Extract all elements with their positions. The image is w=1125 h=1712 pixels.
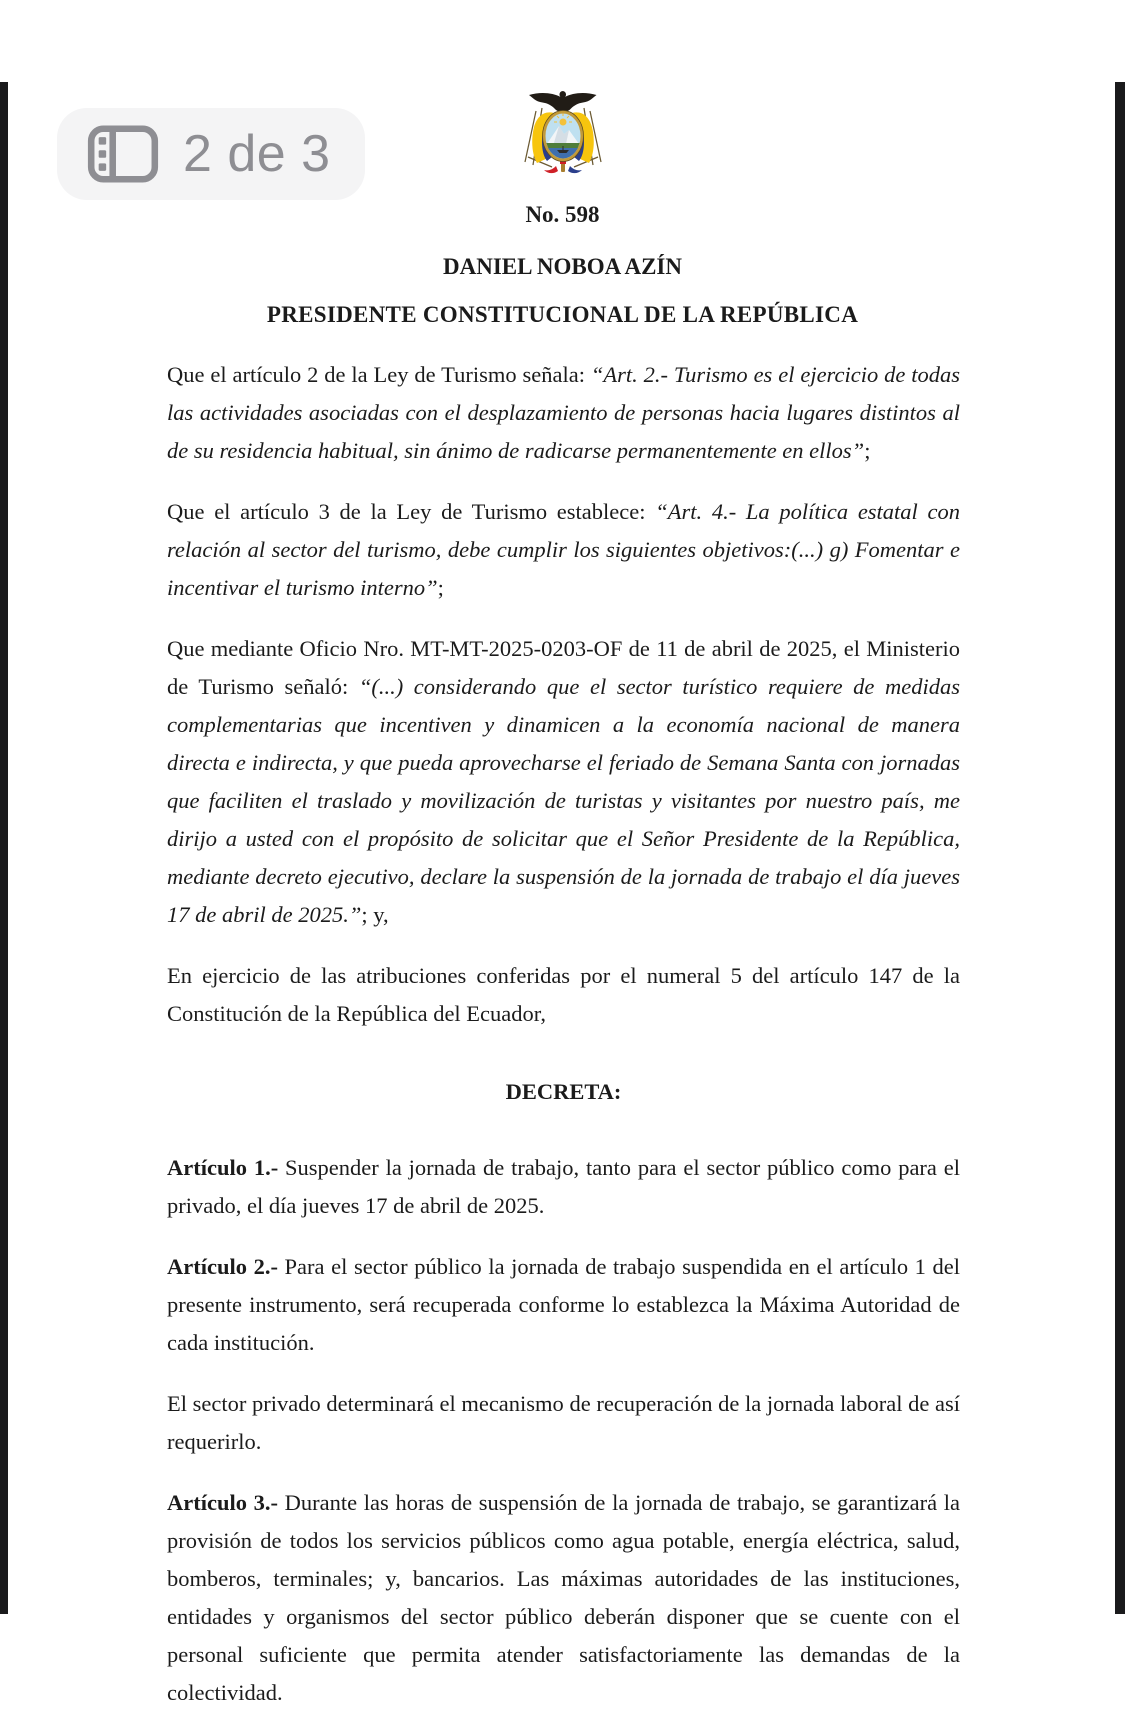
text-segment: “Art. 4.- La política estatal con relación al sector del turismo, debe cumplir los siguientes objetivos:(...) g) Fomentar e incentivar el turismo interno” <box>167 499 961 600</box>
text-segment: El sector privado determinará el mecanismo de recuperación de la jornada laboral de así requerirlo. <box>167 1391 960 1454</box>
text-segment: En ejercicio de las atribuciones conferidas por el numeral 5 del artículo 147 de la Constitución de la República del Ecuador, <box>167 963 960 1026</box>
page-indicator-badge[interactable] <box>57 108 365 200</box>
document-paragraph <box>167 493 960 607</box>
document-paragraph <box>167 630 960 934</box>
text-segment: Para el sector público la jornada de trabajo suspendida en el artículo 1 del presente instrumento, será recuperada conforme lo establezca la Máxima Autoridad de cada institución. <box>167 1254 960 1355</box>
text-segment: ; <box>437 575 444 600</box>
text-segment: Que el artículo 3 de la Ley de Turismo establece: <box>167 499 656 524</box>
ecuador-coat-of-arms-icon <box>511 82 615 182</box>
text-segment: Artículo 1.- <box>167 1155 286 1180</box>
text-segment: Suspender la jornada de trabajo, tanto para el sector público como para el privado, el día jueves 17 de abril de 2025. <box>167 1155 960 1218</box>
sidebar-pages-icon <box>87 125 159 183</box>
text-segment: Artículo 2.- <box>167 1254 285 1279</box>
document-paragraph <box>167 1484 960 1712</box>
decreta-heading <box>167 1073 960 1111</box>
screen-edge-right <box>1115 82 1125 1614</box>
document-paragraph <box>167 1385 960 1461</box>
screen-edge-left <box>0 82 8 1614</box>
text-segment: “(...) considerando que el sector turístico requiere de medidas complementarias que incentiven y dinamicen a la economía nacional de manera directa e indirecta, y que pueda aprovecharse el feriado de Semana Santa con jornadas que faciliten el traslado y movilización de turistas y visitantes por nuestro país, me dirijo a usted con el propósito de solicitar que el Señor Presidente de la República, mediante decreto ejecutivo, declare la suspensión de la jornada de trabajo el día jueves 17 de abril de 2025.” <box>167 674 960 927</box>
text-segment: Que mediante Oficio Nro. MT-MT-2025-0203-OF de 11 de abril de 2025, el Ministerio de Turismo señaló: <box>167 636 960 699</box>
text-segment: Durante las horas de suspensión de la jornada de trabajo, se garantizará la provisión de todos los servicios públicos como agua potable, energía eléctrica, salud, bomberos, terminales; y, bancarios. Las máximas autoridades de las instituciones, entidades y organismos del sector público deberán disponer que se cuente con el personal suficiente que permita atender satisfactoriamente las demandas de la colectividad. <box>167 1490 960 1705</box>
document-body <box>167 356 960 1712</box>
text-segment: Artículo 3.- <box>167 1490 285 1515</box>
document-author: DANIEL NOBOA AZÍN <box>442 254 682 279</box>
text-segment: ; <box>864 438 871 463</box>
text-segment: “Art. 2.- Turismo es el ejercicio de todas las actividades asociadas con el desplazamiento de personas hacia lugares distintos al de su residencia habitual, sin ánimo de radicarse permanentemente en ellos” <box>167 362 960 463</box>
document-paragraph <box>167 1149 960 1225</box>
document-paragraph <box>167 1248 960 1362</box>
text-segment: Que el artículo 2 de la Ley de Turismo señala: <box>167 362 591 387</box>
document-paragraph <box>167 957 960 1033</box>
document-paragraph <box>167 356 960 470</box>
text-segment: ; y, <box>361 902 389 927</box>
document-author-title: PRESIDENTE CONSTITUCIONAL DE LA REPÚBLICA <box>266 302 859 327</box>
document-number: No. 598 <box>525 202 600 227</box>
page-indicator-label: 2 de 3 <box>183 125 331 183</box>
document-page <box>0 82 1125 1705</box>
text-segment: DECRETA: <box>505 1079 622 1104</box>
